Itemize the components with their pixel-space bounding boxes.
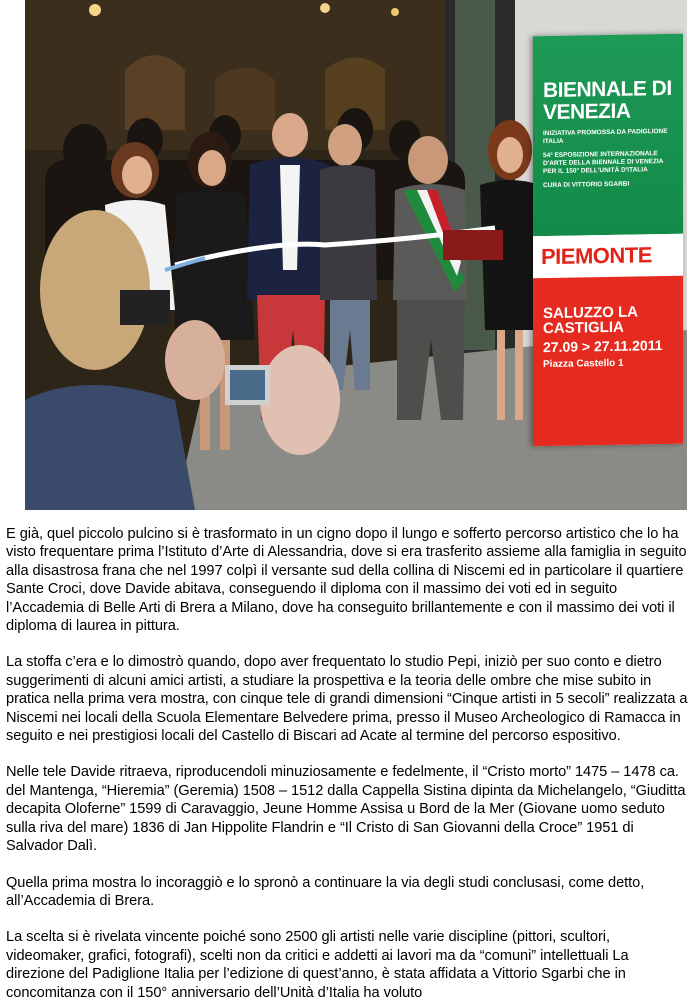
article-paragraph: E già, quel piccolo pulcino si è trasformato in un cigno dopo il lungo e sofferto percorso artistico che lo ha visto frequentare prima l’Istituto d’Arte di Alessandria, dove si era trasferito assieme alla famiglia in seguito alla disastrosa frana che nel 1997 colpì il versante sud della collina di Niscemi ed in particolare il quartiere Sante Croci, dove Davide abitava, conseguendo il diploma con il massimo dei voti ed in seguito l’Accademia di Belle Arti di Brera a Milano, dove ha conseguito brillantemente e con il massimo dei voti il diploma di laurea in pittura. <box>6 526 687 635</box>
article-paragraph: Quella prima mostra lo incoraggiò e lo spronò a continuare la via degli studi conclusasi, come detto, all’Accademia di Brera. <box>6 874 645 909</box>
banner-green-section <box>533 34 683 237</box>
banner-red-section <box>533 276 683 447</box>
ribbon-cutting-photo <box>25 0 687 510</box>
article-paragraph: Nelle tele Davide ritraeva, riproducendoli minuziosamente e fedelmente, il “Cristo morto” 1475 – 1478 ca. del Mantenga, “Hieremia” (Geremia) 1508 – 1512 dalla Cappella Sistina dipinta da Michelangelo, “Giuditta decapita Oloferne” 1599 di Caravaggio, Jeune Homme Assisa u Bord de la Mer (Giovane uomo seduto sulla riva del mare) 1836 di Jan Hippolite Flandrin e “Il Cristo di San Giovanni della Croce” 1951 di Salvador Dalì. <box>6 764 686 855</box>
article-paragraph: La scelta si è rivelata vincente poiché sono 2500 gli artisti nelle varie discipline (pittori, scultori, videomaker, grafici, fotografi), scelti non da critici e addetti ai lavori ma da “comuni” intellettuali La direzione del Padiglione Italia per l’edizione di quest’anno, è stata affidata a Vittorio Sgarbi che in concomitanza con il 150° anniversario dell’Unità d’Italia ha voluto <box>6 929 629 1000</box>
banner-curator: CURA DI VITTORIO SGARBI <box>543 180 630 190</box>
article-paragraph: La stoffa c’era e lo dimostrò quando, dopo aver frequentato lo studio Pepi, iniziò per suo conto e dietro suggerimenti di alcuni amici artisti, a studiare la prospettiva e la teoria delle ombre che mise subito in pratica nella prima vera mostra, con cinque tele di grandi dimensioni “Cinque artisti in 5 secoli” realizzata a Niscemi nei locali della Scuola Elementare Belvedere prima, presso il Museo Archeologico di Ramacca in seguito e nei prestigiosi locali del Castello di Biscari ad Acate al termine del percorso espositivo. <box>6 654 688 745</box>
article-body <box>6 525 690 1000</box>
banner-region: PIEMONTE <box>533 234 683 279</box>
banner-exhibition: 54ª ESPOSIZIONE INTERNAZIONALE D'ARTE DELLA BIENNALE DI VENEZIA PER IL 150° DELL'UNITÀ D'ITALIA <box>543 150 664 176</box>
banner-subtitle: INIZIATIVA PROMOSSA DA PADIGLIONE ITALIA <box>543 127 668 146</box>
biennale-banner <box>533 34 683 447</box>
banner-dates: 27.09 > 27.11.2011 <box>543 337 663 356</box>
banner-title: BIENNALE DI VENEZIA <box>543 76 672 125</box>
banner-address: Piazza Castello 1 <box>543 357 624 371</box>
banner-place: SALUZZO LA CASTIGLIA <box>543 303 638 338</box>
